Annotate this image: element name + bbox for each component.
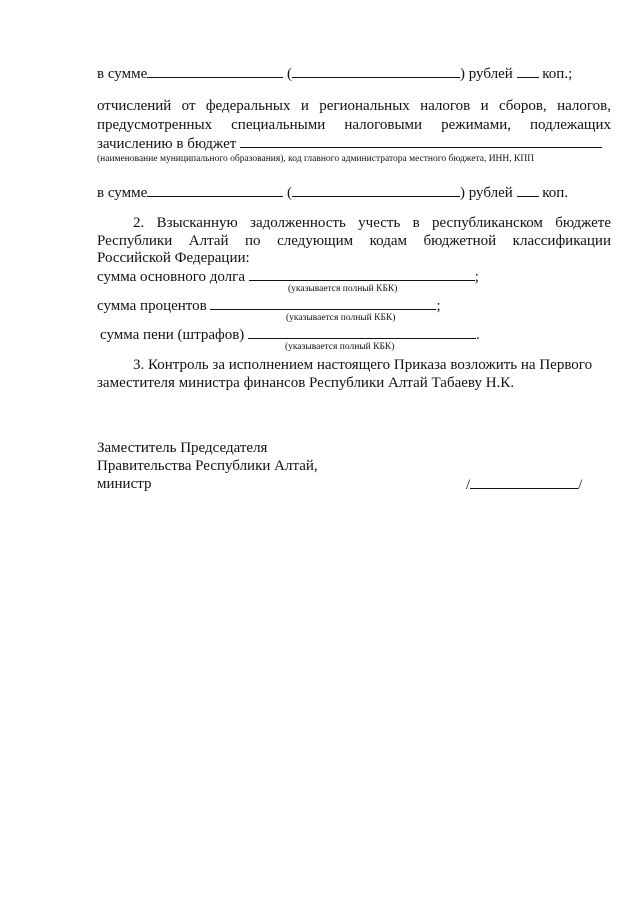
deductions-line-2: предусмотренных специальными налоговыми режимами, подлежащих (97, 117, 611, 133)
principal-kbk-blank (249, 267, 475, 281)
deductions-line-3 (97, 134, 602, 153)
signature-title-2: Правительства Республики Алтай, (97, 458, 318, 474)
item2-line-2: Республики Алтай по следующим кодам бюджетной классификации (97, 233, 611, 249)
principal-note: (указывается полный КБК) (288, 284, 398, 294)
rubles-label-2: ) рублей (460, 185, 513, 201)
kopecks-blank-2 (517, 183, 539, 197)
interest-end: ; (436, 298, 441, 314)
budget-note: (наименование муниципального образования), код главного администратора местного бюджета, ИНН, КПП (97, 154, 535, 164)
budget-blank (240, 134, 602, 148)
deductions-line-1: отчислений от федеральных и региональных налогов и сборов, налогов, (97, 98, 611, 114)
signature-title-1: Заместитель Председателя (97, 440, 268, 456)
penalty-kbk-blank (248, 325, 476, 339)
interest-label: сумма процентов (97, 298, 207, 314)
sum-words-blank-2 (292, 183, 460, 197)
sum-amount-blank (147, 64, 283, 78)
signature-name-blank (470, 475, 578, 489)
item2-line-3: Российской Федерации: (97, 250, 250, 266)
rubles-label: ) рублей (460, 66, 513, 82)
sum-row-2 (97, 183, 568, 202)
open-paren-2: ( (287, 185, 292, 201)
sum-row-1 (97, 64, 572, 83)
signature-field (466, 475, 582, 494)
kopecks-blank (517, 64, 539, 78)
kopecks-label-2: коп. (542, 185, 569, 201)
interest-note: (указывается полный КБК) (286, 313, 396, 323)
item3-line-2: заместителя министра финансов Республики Алтай Табаеву Н.К. (97, 375, 515, 391)
principal-label: сумма основного долга (97, 269, 245, 285)
kopecks-label: коп.; (542, 66, 573, 82)
penalty-end: . (476, 327, 480, 343)
sum-amount-blank-2 (147, 183, 283, 197)
signature-title-3: министр (97, 476, 152, 492)
open-paren: ( (287, 66, 292, 82)
sum-words-blank (292, 64, 460, 78)
item2-line-1: 2. Взысканную задолженность учесть в республиканском бюджете (133, 215, 611, 231)
signature-slash-left: / (466, 477, 471, 493)
budget-label: зачислению в бюджет (97, 136, 237, 152)
sum-label-2: в сумме (97, 185, 148, 201)
sum-label: в сумме (97, 66, 148, 82)
interest-kbk-blank (210, 296, 436, 310)
signature-slash-right: / (578, 477, 583, 493)
item3-line-1: 3. Контроль за исполнением настоящего Приказа возложить на Первого (133, 357, 593, 373)
principal-end: ; (474, 269, 479, 285)
penalty-note: (указывается полный КБК) (285, 342, 395, 352)
penalty-label: сумма пени (штрафов) (100, 327, 245, 343)
